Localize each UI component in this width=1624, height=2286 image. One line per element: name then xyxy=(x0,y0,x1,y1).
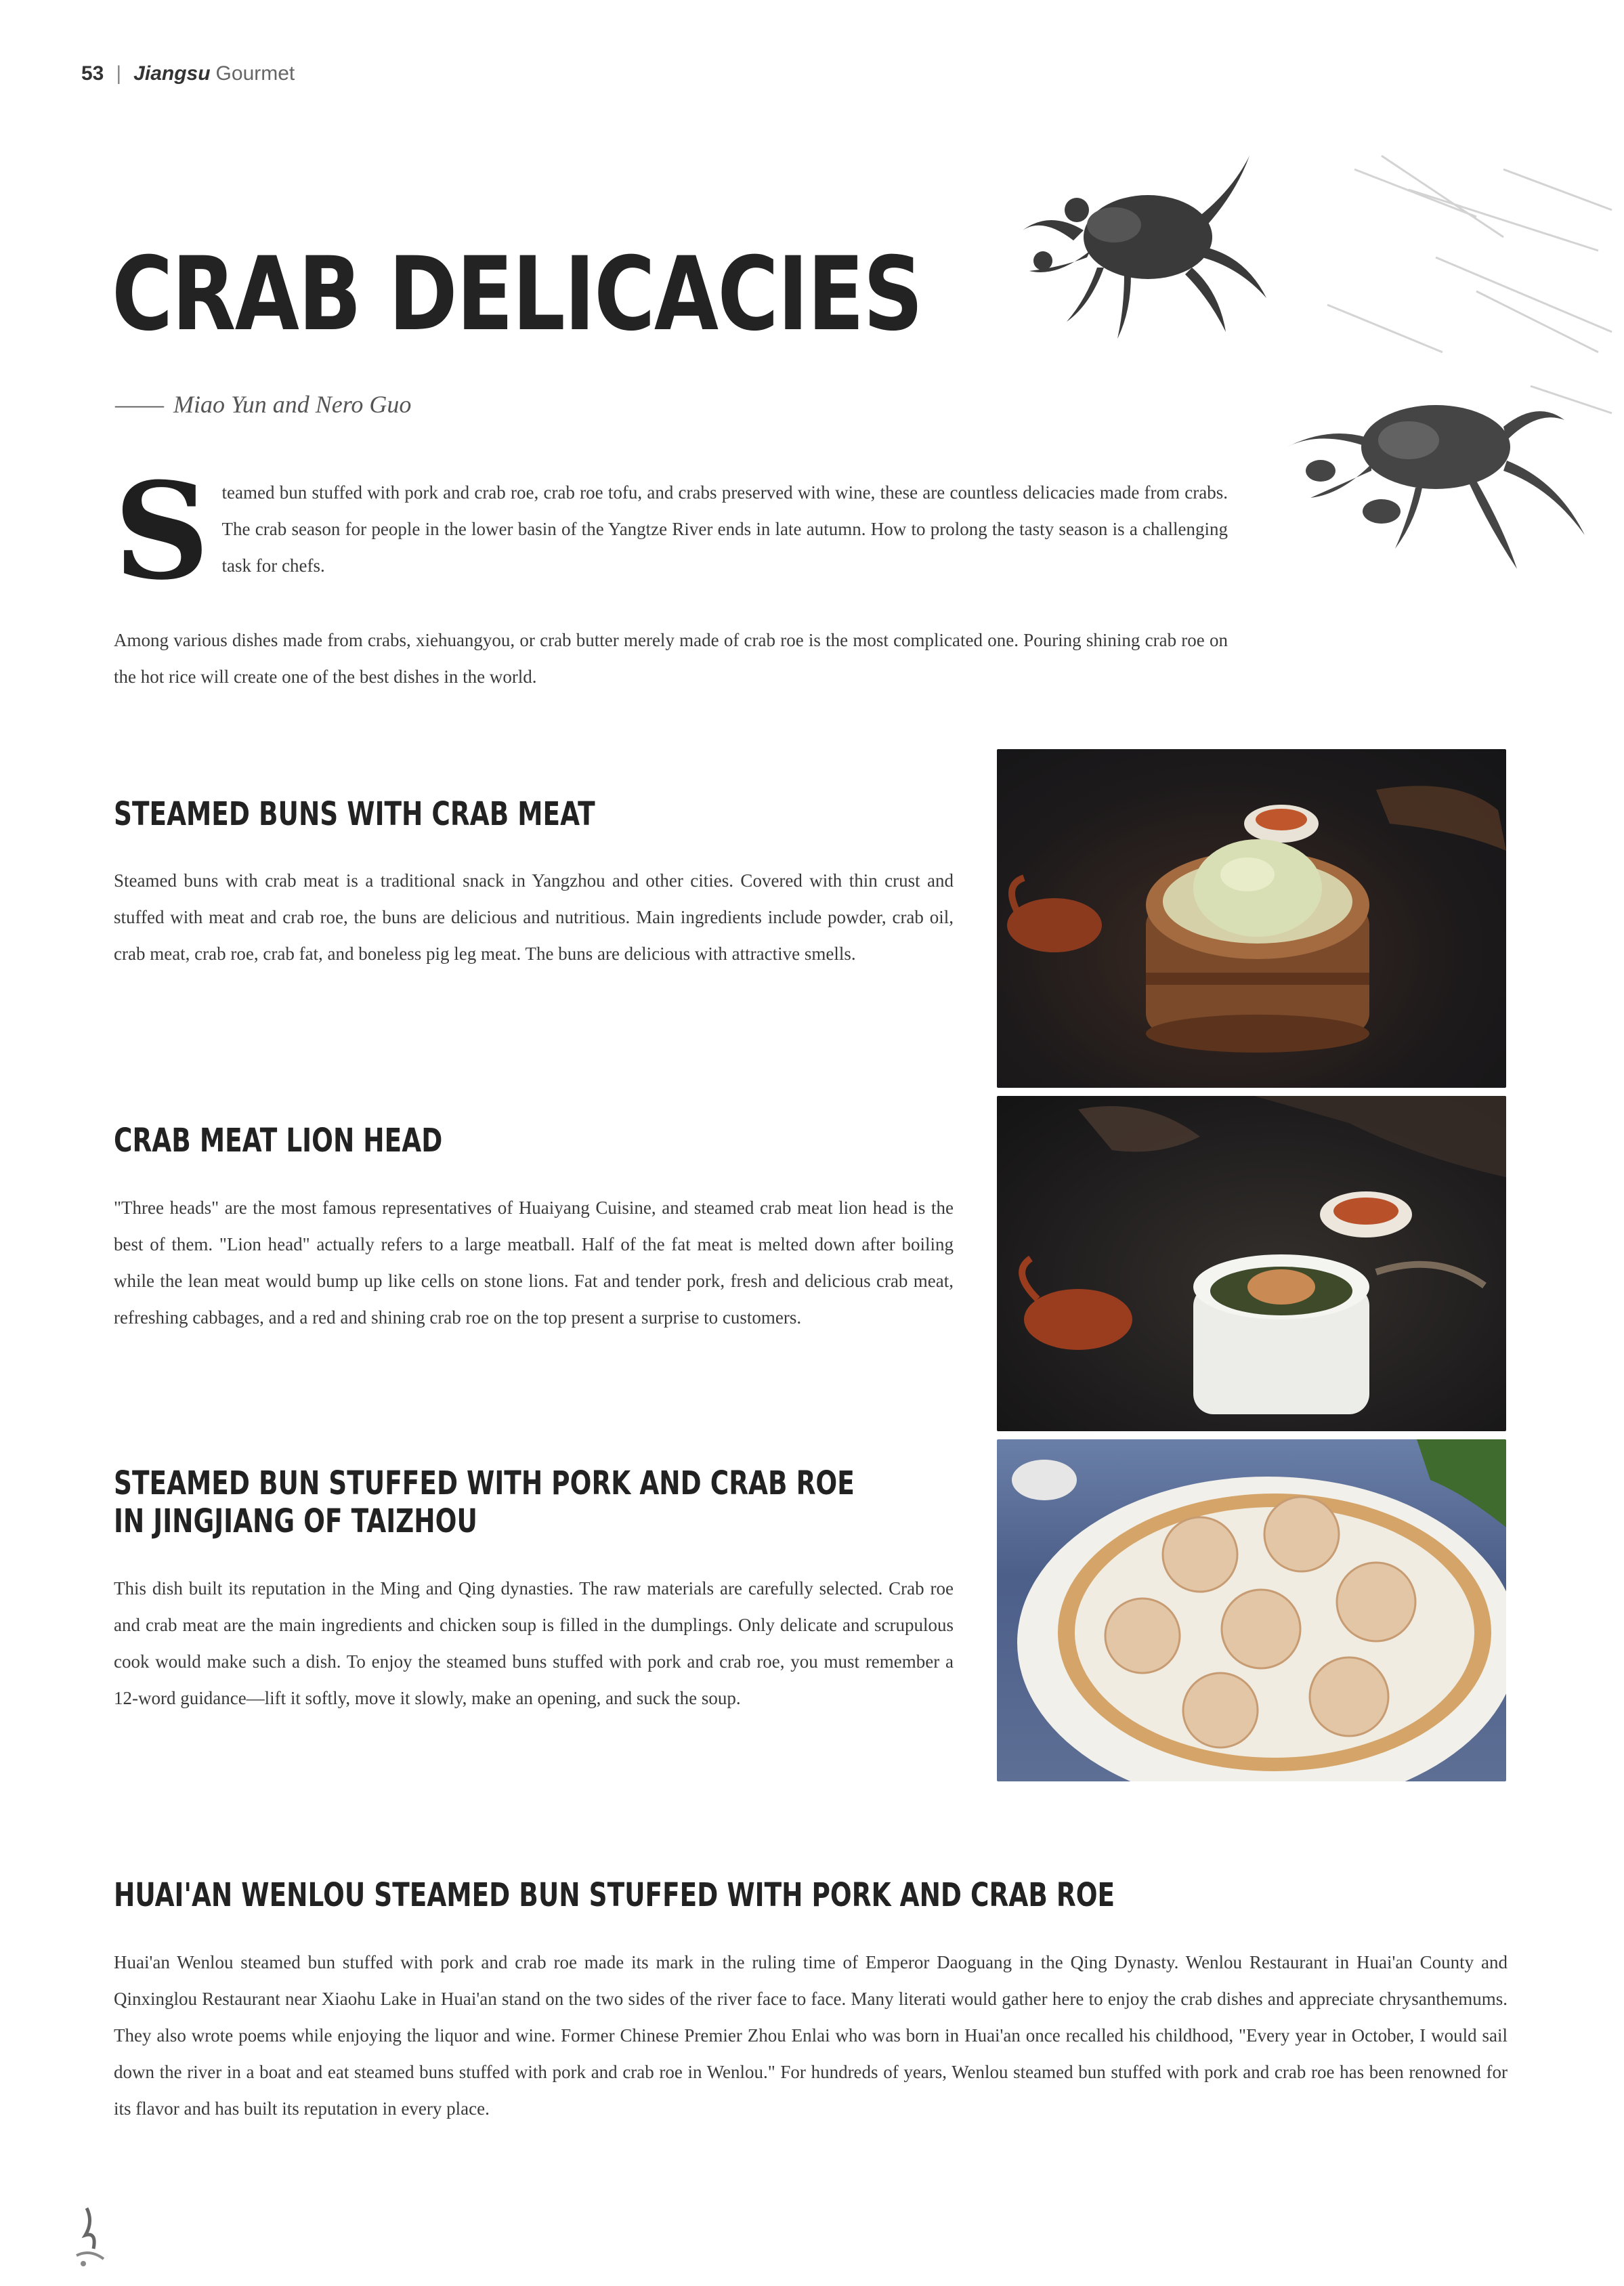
header-divider: | xyxy=(116,62,122,85)
section-body-crab-meat-buns: Steamed buns with crab meat is a traditional snack in Yangzhou and other cities. Covered with thin crust and stuffed with meat and crab roe, the buns are delicious and nutritious. Main ingredients include powder, crab oil, crab meat, crab roe, crab fat, and boneless pig leg meat. The buns are delicious with attractive smells. xyxy=(114,870,954,964)
byline xyxy=(115,390,411,419)
photo-crab-meat-bun xyxy=(997,749,1506,1088)
page-number: 53 xyxy=(81,62,104,85)
section-heading-wenlou-buns: HUAI'AN WENLOU STEAMED BUN STUFFED WITH PORK AND CRAB ROE xyxy=(114,1876,1115,1914)
intro-paragraph xyxy=(114,454,1228,610)
drop-cap: S xyxy=(114,454,210,610)
heading-line-2: IN JINGJIANG OF TAIZHOU xyxy=(114,1502,477,1540)
section-body-jingjiang-buns: This dish built its reputation in the Ming and Qing dynasties. The raw materials are carefully selected. Crab roe and crab meat are the main ingredients and chicken soup is filled in the dumplings. Only delicate and scrupulous cook would make such a dish. To enjoy the steamed buns stuffed with pork and crab roe, you must remember a 12-word guidance—lift it softly, move it slowly, make an opening, and suck the soup. xyxy=(114,1578,954,1708)
photo-crab-lion-head xyxy=(997,1096,1506,1431)
section-body-lion-head: "Three heads" are the most famous representatives of Huaiyang Cuisine, and steamed crab meat lion head is the best of them. "Lion head" actually refers to a large meatball. Half of the fat meat is melted down after boiling while the lean meat would bump up like cells on stone lions. Fat and tender pork, fresh and delicious crab meat, refreshing cabbages, and a red and shining crab roe on the top present a surprise to customers. xyxy=(114,1198,954,1328)
byline-dash: —— xyxy=(115,391,164,418)
intro-paragraph-2: Among various dishes made from crabs, xiehuangyou, or crab butter merely made of crab roe is the most complicated one. Pouring shining crab roe on the hot rice will create one of the best dishes in the world. xyxy=(114,630,1228,687)
photo-soup-dumplings xyxy=(997,1439,1506,1781)
section-heading-lion-head: CRAB MEAT LION HEAD xyxy=(114,1122,443,1160)
heading-line-1: STEAMED BUN STUFFED WITH PORK AND CRAB ROE xyxy=(114,1464,855,1502)
section-body-wenlou-buns: Huai'an Wenlou steamed bun stuffed with pork and crab roe made its mark in the ruling time of Emperor Daoguang in the Qing Dynasty. Wenlou Restaurant in Huai'an County and Qinxinglou Restaurant near Xiaohu Lake in Huai'an stand on the two sides of the river face to face. Many literati would gather here to enjoy the crab dishes and appreciate chrysanthemums. They also wrote poems while enjoying the liquor and wine. Former Chinese Premier Zhou Enlai who was born in Huai'an once recalled his childhood, "Every year in October, I would sail down the river in a boat and eat steamed buns stuffed with pork and crab roe in Wenlou." For hundreds of years, Wenlou steamed bun stuffed with pork and crab roe has been renowned for its flavor and has built its reputation in every place. xyxy=(114,1952,1508,2119)
page-title: CRAB DELICACIES xyxy=(112,236,922,354)
corner-logo-icon xyxy=(66,2201,114,2269)
intro-paragraph-text: teamed bun stuffed with pork and crab roe, crab roe tofu, and crabs preserved with wine, these are countless delicacies made from crabs. The crab season for people in the lower basin of the Yangtze River ends in late autumn. How to prolong the tasty season is a challenging task for chefs. xyxy=(221,482,1228,576)
section-name: Gourmet xyxy=(215,62,295,85)
byline-authors: Miao Yun and Nero Guo xyxy=(173,391,412,418)
section-heading-crab-meat-buns: STEAMED BUNS WITH CRAB MEAT xyxy=(114,795,595,833)
section-heading-jingjiang-buns xyxy=(114,1464,855,1540)
book-title: Jiangsu xyxy=(133,62,211,85)
running-header xyxy=(81,62,295,85)
